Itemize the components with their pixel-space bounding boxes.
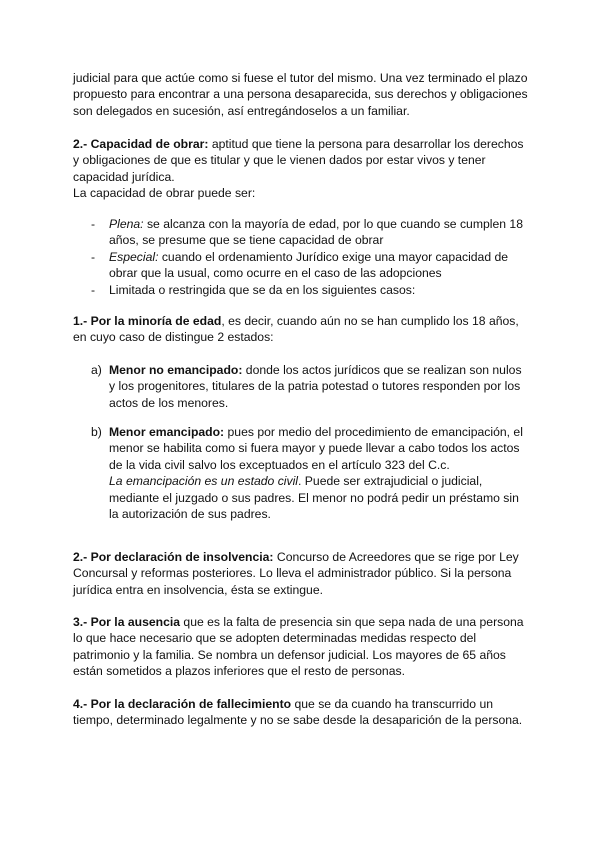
document-page: judicial para que actúe como si fuese el tutor del mismo. Una vez terminado el plazo propuesto para encontrar a una persona desaparecida, sus derechos y obligaciones son delegados en sucesión, así entregándoselos a un familiar. 2.- Capacidad de obrar: aptitud que tiene la persona para desarrollar los derechos y obligaciones de que es titular y que le vienen dados por estar vivos y tener capacidad jurídica. La capacidad de obrar puede ser: - Plena: se alcanza con la mayoría de edad, por lo que cuando se cumplen 18 años, se presume que se tiene capacidad de obrar - Especial: cuando el ordenamiento Jurídico exige una mayor capacidad de obrar que la usual, como ocurre en el caso de las adopciones - Limitada o restringida que se da en los siguientes casos: 1.- Por la minoría de edad, es decir, cuando aún no se han cumplido los 18 años, en cuyo caso de distingue 2 estados: a) Menor no emancipado: donde los actos jurídicos que se realizan son nulos y los progenitores, titulares de la patria potestad o tutores responden por los actos de los menores. b) Menor emancipado: pues por medio del procedimiento de emancipación, el menor se habilita como si fuera mayor y puede llevar a cabo todos los actos de la vida civil salvo los exceptuados en el artículo 323 del C.c. La emancipación es un estado civil. Puede ser extrajudicial o judicial, mediante el juzgado o sus padres. El menor no podrá pedir un préstamo sin la autorización de sus padres. 2.- Por declaración de insolvencia: Concurso de Acreedores que se rige por Ley Concursal y reformas posteriores. Lo lleva el administrador público. Si la persona jurídica entra en insolvencia, ésta se extingue. 3.- Por la ausencia que es la falta de presencia sin que sepa nada de una persona lo que hace necesario que se adopten determinadas medidas respecto del patrimonio y la familia. Se nombra un defensor judicial. Los mayores de 65 años están sometidos a plazos inferiores que el resto de personas. 4.- Por la declaración de fallecimiento que se da cuando ha transcurrido un tiempo, determinado legalmente y no se sabe desde la desaparición de la persona.	[0, 0, 600, 848]
capacity-line: 2.- Capacidad de obrar: aptitud que tiene la persona para desarrollar los derechos	[73, 137, 524, 151]
term-no-emancipado: Menor no emancipado:	[109, 363, 243, 377]
absence-section: 3.- Por la ausencia que es la falta de presencia sin que sepa nada de una persona lo que hace necesario que se adopten determinadas medidas respecto del patrimonio y la familia. Se nombra un defensor judicial. Los mayores de 65 años están sometidos a plazos inferiores que el resto de personas.	[73, 615, 524, 679]
bullet-dash: -	[91, 283, 96, 297]
capacity-line: La capacidad de obrar puede ser:	[73, 186, 256, 201]
list-marker: a)	[91, 363, 102, 377]
minority-heading: 1.- Por la minoría de edad	[73, 314, 222, 328]
intro-paragraph	[73, 70, 533, 119]
list-marker: b)	[91, 425, 102, 439]
intro-line: son delegados en sucesión, así entregándoselos a un familiar.	[73, 103, 410, 118]
absence-heading: 3.- Por la ausencia	[73, 615, 181, 629]
minority-section: 1.- Por la minoría de edad, es decir, cuando aún no se han cumplido los 18 años, en cuyo caso de distingue 2 estados:	[73, 314, 519, 345]
capacity-heading: 2.- Capacidad de obrar:	[73, 137, 209, 151]
intro-line: propuesto para encontrar a una persona desaparecida, sus derechos y obligaciones	[73, 87, 528, 102]
death-declaration-section: 4.- Por la declaración de fallecimiento que se da cuando ha transcurrido un tiempo, determinado legalmente y no se sabe desde la desaparición de la persona.	[73, 697, 523, 728]
insolvency-section: 2.- Por declaración de insolvencia: Concurso de Acreedores que se rige por Ley Concursal y reformas posteriores. Lo lleva el administrador público. Si la persona jurídica entra en insolvencia, ésta se extingue.	[73, 550, 519, 597]
emancipation-note: La emancipación es un estado civil	[109, 474, 299, 489]
capacity-line: capacidad jurídica.	[73, 169, 175, 184]
insolvency-heading: 2.- Por declaración de insolvencia:	[73, 550, 274, 564]
intro-line: judicial para que actúe como si fuese el tutor del mismo. Una vez terminado el plazo	[73, 71, 528, 85]
bullet-dash: -	[91, 217, 96, 231]
term-plena: Plena:	[109, 217, 144, 231]
term-emancipado: Menor emancipado:	[109, 425, 225, 439]
bullet-dash: -	[91, 250, 96, 264]
capacity-section	[73, 136, 533, 202]
term-especial: Especial:	[109, 250, 159, 264]
capacity-line: y obligaciones de que es titular y que le vienen dados por estar vivos y tener	[73, 153, 486, 168]
death-declaration-heading: 4.- Por la declaración de fallecimiento	[73, 697, 292, 711]
